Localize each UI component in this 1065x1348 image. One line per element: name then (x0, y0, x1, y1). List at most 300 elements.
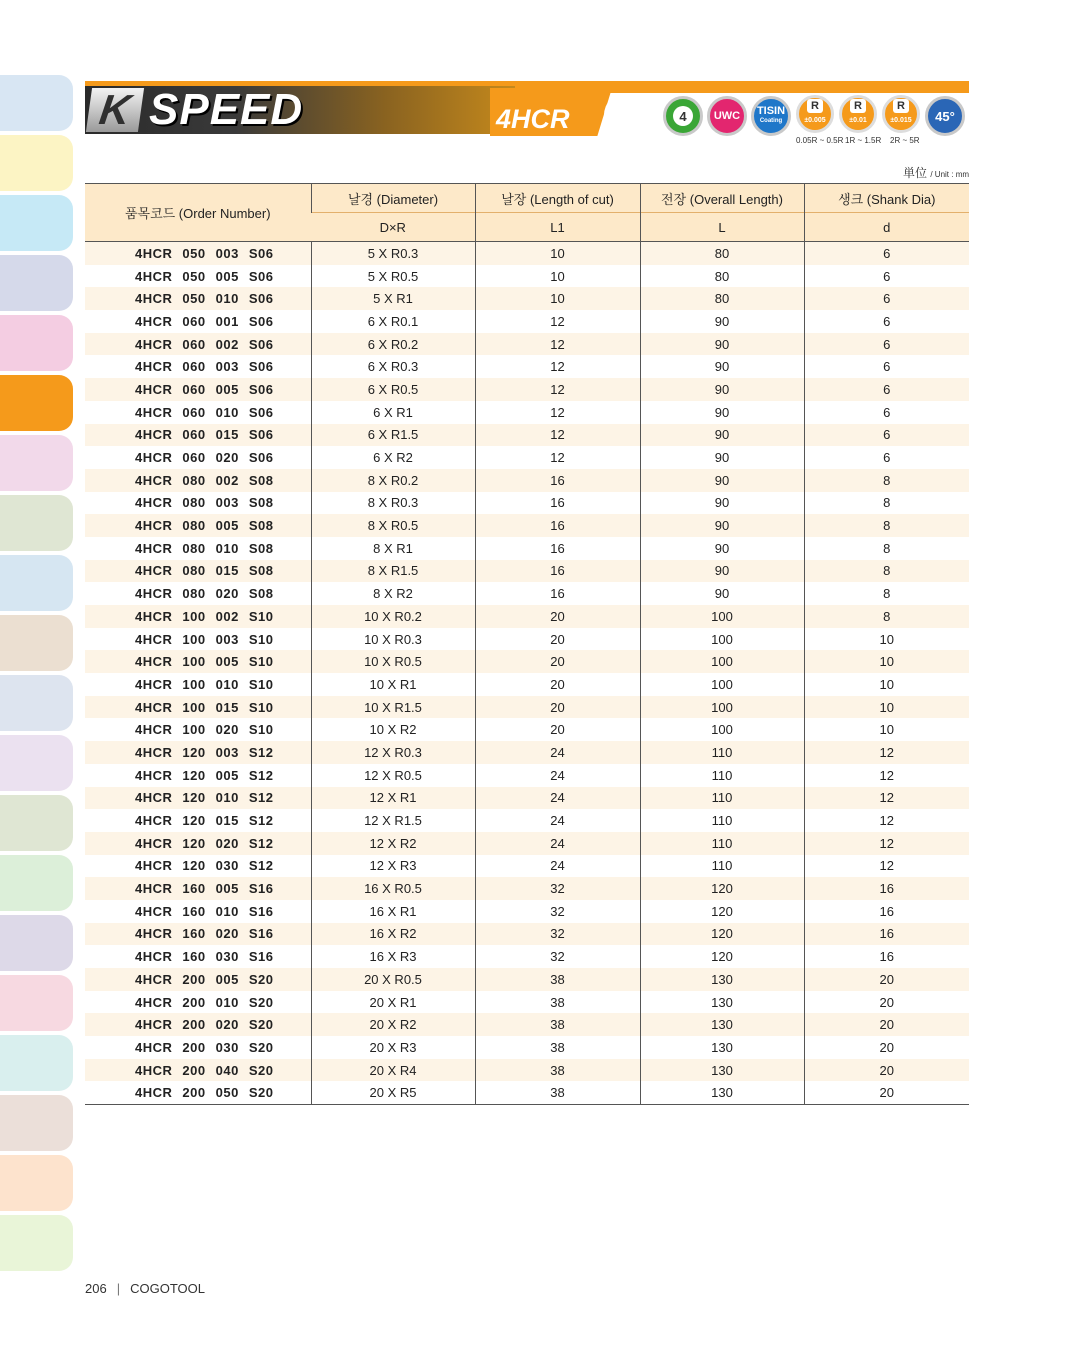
length-of-cut-cell: 16 (475, 537, 640, 560)
order-code-part: 4HCR (135, 245, 173, 261)
order-code-part: 4HCR (135, 291, 173, 307)
table-row (85, 242, 969, 265)
tisin-sub: Coating (759, 118, 783, 124)
order-code-part: 4HCR (135, 495, 173, 511)
side-index-tab (0, 795, 73, 851)
order-code-part: 160 (182, 949, 206, 965)
overall-length-cell: 90 (640, 537, 804, 560)
order-number-cell (85, 923, 311, 946)
order-code-part: 4HCR (135, 1062, 173, 1078)
order-number-cell (85, 1036, 311, 1059)
overall-length-cell: 90 (640, 378, 804, 401)
order-number-cell (85, 333, 311, 356)
shank-dia-cell: 6 (804, 446, 969, 469)
diameter-cell: 5 X R0.5 (311, 265, 475, 288)
shank-dia-cell: 20 (804, 968, 969, 991)
radius-range: 2R ~ 5R (890, 136, 920, 145)
overall-length-cell: 120 (640, 877, 804, 900)
shank-dia-cell: 16 (804, 945, 969, 968)
order-code-part: 020 (215, 835, 239, 851)
order-code-part: S16 (248, 949, 274, 965)
order-code-part: 4HCR (135, 676, 173, 692)
length-of-cut-cell: 20 (475, 718, 640, 741)
diameter-cell: 5 X R1 (311, 287, 475, 310)
order-number-cell (85, 900, 311, 923)
order-code-part: S20 (248, 1062, 274, 1078)
shank-dia-cell: 8 (804, 605, 969, 628)
order-number-cell (85, 968, 311, 991)
order-code-part: 020 (215, 450, 239, 466)
order-number-cell (85, 855, 311, 878)
order-code-part: S10 (248, 676, 274, 692)
order-code-part: 4HCR (135, 767, 173, 783)
shank-dia-cell: 10 (804, 650, 969, 673)
table-row (85, 650, 969, 673)
overall-length-cell: 100 (640, 650, 804, 673)
length-of-cut-cell: 12 (475, 333, 640, 356)
order-code-part: 4HCR (135, 994, 173, 1010)
overall-length-cell: 110 (640, 764, 804, 787)
shank-dia-cell: 8 (804, 582, 969, 605)
page-footer (85, 1281, 205, 1296)
order-code-part: 005 (215, 881, 239, 897)
order-number-cell (85, 945, 311, 968)
order-code-part: 050 (182, 268, 206, 284)
brand-k-logo: K (86, 88, 144, 132)
overall-length-cell: 90 (640, 469, 804, 492)
order-number-cell (85, 287, 311, 310)
order-code-part: 015 (215, 699, 239, 715)
table-row (85, 469, 969, 492)
shank-dia-cell: 16 (804, 877, 969, 900)
order-number-cell (85, 673, 311, 696)
order-number-cell (85, 242, 311, 265)
table-row (85, 333, 969, 356)
diameter-cell: 6 X R0.1 (311, 310, 475, 333)
diameter-cell: 10 X R0.3 (311, 628, 475, 651)
side-index-tab (0, 675, 73, 731)
header-diameter-symbol: D×R (311, 213, 475, 242)
footer-brand: COGOTOOL (130, 1281, 205, 1296)
overall-length-cell: 120 (640, 923, 804, 946)
diameter-cell: 10 X R0.2 (311, 605, 475, 628)
length-of-cut-cell: 10 (475, 242, 640, 265)
shank-dia-cell: 6 (804, 401, 969, 424)
diameter-cell: 6 X R2 (311, 446, 475, 469)
order-code-part: 020 (215, 1017, 239, 1033)
order-code-part: 003 (215, 744, 239, 760)
order-code-part: 002 (215, 336, 239, 352)
shank-dia-cell: 12 (804, 741, 969, 764)
shank-dia-cell: 12 (804, 855, 969, 878)
order-number-cell (85, 265, 311, 288)
diameter-cell: 16 X R3 (311, 945, 475, 968)
brand-speed-title: SPEED (149, 85, 304, 134)
header-shank-symbol: d (804, 213, 969, 242)
table-row (85, 628, 969, 651)
side-index-tab (0, 735, 73, 791)
order-code-part: 120 (182, 858, 206, 874)
order-code-part: S06 (248, 427, 274, 443)
order-code-part: 080 (182, 518, 206, 534)
length-of-cut-cell: 38 (475, 1059, 640, 1082)
overall-length-cell: 100 (640, 673, 804, 696)
length-of-cut-cell: 10 (475, 287, 640, 310)
order-number-cell (85, 310, 311, 333)
radius-tolerance-badge-icon (839, 95, 877, 133)
order-code-part: S12 (248, 790, 274, 806)
order-code-part: S10 (248, 654, 274, 670)
length-of-cut-cell: 12 (475, 446, 640, 469)
diameter-cell: 8 X R0.3 (311, 492, 475, 515)
order-code-part: 4HCR (135, 540, 173, 556)
order-code-part: 080 (182, 586, 206, 602)
order-code-part: 080 (182, 563, 206, 579)
order-code-part: S20 (248, 1039, 274, 1055)
shank-dia-cell: 10 (804, 673, 969, 696)
length-of-cut-cell: 20 (475, 673, 640, 696)
flutes-count: 4 (673, 106, 693, 126)
overall-length-cell: 120 (640, 945, 804, 968)
order-code-part: 060 (182, 336, 206, 352)
order-code-part: 4HCR (135, 450, 173, 466)
overall-length-cell: 120 (640, 900, 804, 923)
order-code-part: S06 (248, 268, 274, 284)
order-code-part: 060 (182, 381, 206, 397)
side-index-tab (0, 435, 73, 491)
tisin-label: TISIN (756, 105, 786, 117)
order-code-part: 4HCR (135, 790, 173, 806)
table-row (85, 1036, 969, 1059)
table-row (85, 265, 969, 288)
side-index-tab (0, 915, 73, 971)
order-code-part: S06 (248, 381, 274, 397)
order-code-part: 005 (215, 381, 239, 397)
side-index-tab (0, 615, 73, 671)
order-code-part: 060 (182, 359, 206, 375)
order-code-part: 4HCR (135, 949, 173, 965)
table-row (85, 605, 969, 628)
diameter-cell: 20 X R2 (311, 1013, 475, 1036)
order-code-part: 4HCR (135, 381, 173, 397)
shank-dia-cell: 20 (804, 1013, 969, 1036)
diameter-cell: 12 X R3 (311, 855, 475, 878)
shank-dia-cell: 20 (804, 1081, 969, 1104)
order-code-part: 4HCR (135, 313, 173, 329)
order-code-part: 4HCR (135, 813, 173, 829)
table-row (85, 877, 969, 900)
unit-main: 単位 (903, 166, 928, 180)
order-code-part: 4HCR (135, 563, 173, 579)
order-code-part: 4HCR (135, 926, 173, 942)
shank-dia-cell: 12 (804, 809, 969, 832)
overall-length-cell: 90 (640, 492, 804, 515)
order-code-part: 010 (215, 790, 239, 806)
order-code-part: S12 (248, 835, 274, 851)
order-code-part: S08 (248, 472, 274, 488)
shank-dia-cell: 6 (804, 424, 969, 447)
order-code-part: 4HCR (135, 699, 173, 715)
length-of-cut-cell: 32 (475, 945, 640, 968)
order-code-part: 120 (182, 744, 206, 760)
order-code-part: S10 (248, 699, 274, 715)
length-of-cut-cell: 20 (475, 628, 640, 651)
length-of-cut-cell: 32 (475, 900, 640, 923)
order-number-cell (85, 696, 311, 719)
length-of-cut-cell: 10 (475, 265, 640, 288)
table-row (85, 718, 969, 741)
side-index-tab (0, 255, 73, 311)
diameter-cell: 20 X R5 (311, 1081, 475, 1104)
order-code-part: S12 (248, 744, 274, 760)
radius-range: 1R ~ 1.5R (845, 136, 882, 145)
order-number-cell (85, 537, 311, 560)
diameter-cell: 6 X R1 (311, 401, 475, 424)
order-code-part: 4HCR (135, 1085, 173, 1101)
header-overall-symbol: L (640, 213, 804, 242)
table-row (85, 446, 969, 469)
order-code-part: 060 (182, 450, 206, 466)
side-index-tab (0, 855, 73, 911)
order-code-part: 4HCR (135, 359, 173, 375)
shank-dia-cell: 10 (804, 696, 969, 719)
order-number-cell (85, 469, 311, 492)
header-shank-dia: 생크 (Shank Dia) (804, 184, 969, 213)
order-code-part: 050 (182, 291, 206, 307)
side-index-tab (0, 195, 73, 251)
order-code-part: 4HCR (135, 631, 173, 647)
order-code-part: 200 (182, 994, 206, 1010)
length-of-cut-cell: 16 (475, 492, 640, 515)
order-code-part: 4HCR (135, 268, 173, 284)
order-code-part: 020 (215, 926, 239, 942)
diameter-cell: 10 X R2 (311, 718, 475, 741)
order-code-part: 4HCR (135, 336, 173, 352)
order-code-part: 015 (215, 427, 239, 443)
side-index-tab (0, 75, 73, 131)
order-code-part: 4HCR (135, 472, 173, 488)
length-of-cut-cell: 38 (475, 1081, 640, 1104)
table-row (85, 310, 969, 333)
order-code-part: 005 (215, 971, 239, 987)
order-code-part: 060 (182, 427, 206, 443)
length-of-cut-cell: 12 (475, 355, 640, 378)
table-row (85, 945, 969, 968)
order-code-part: 002 (215, 608, 239, 624)
table-row (85, 764, 969, 787)
table-row (85, 923, 969, 946)
order-number-cell (85, 628, 311, 651)
table-row (85, 537, 969, 560)
order-number-cell (85, 1013, 311, 1036)
table-row (85, 741, 969, 764)
diameter-cell: 8 X R2 (311, 582, 475, 605)
overall-length-cell: 90 (640, 355, 804, 378)
page-number: 206 (85, 1281, 107, 1296)
order-code-part: 030 (215, 949, 239, 965)
order-number-cell (85, 355, 311, 378)
order-number-cell (85, 809, 311, 832)
shank-dia-cell: 10 (804, 718, 969, 741)
order-number-cell (85, 741, 311, 764)
table-row (85, 787, 969, 810)
length-of-cut-cell: 38 (475, 1013, 640, 1036)
length-of-cut-cell: 12 (475, 401, 640, 424)
order-code-part: 050 (215, 1085, 239, 1101)
order-code-part: 200 (182, 1039, 206, 1055)
order-number-cell (85, 650, 311, 673)
order-number-cell (85, 378, 311, 401)
order-code-part: 030 (215, 1039, 239, 1055)
order-code-part: 4HCR (135, 1017, 173, 1033)
order-code-part: S20 (248, 994, 274, 1010)
diameter-cell: 12 X R0.3 (311, 741, 475, 764)
order-number-cell (85, 1081, 311, 1104)
order-code-part: 002 (215, 472, 239, 488)
overall-length-cell: 90 (640, 560, 804, 583)
spec-table (85, 183, 969, 1105)
order-code-part: 015 (215, 813, 239, 829)
diameter-cell: 20 X R3 (311, 1036, 475, 1059)
order-code-part: S06 (248, 404, 274, 420)
overall-length-cell: 90 (640, 514, 804, 537)
order-code-part: S08 (248, 540, 274, 556)
header-length-of-cut: 날장 (Length of cut) (475, 184, 640, 213)
order-code-part: S12 (248, 813, 274, 829)
order-code-part: S06 (248, 336, 274, 352)
table-row (85, 287, 969, 310)
shank-dia-cell: 10 (804, 628, 969, 651)
order-code-part: 010 (215, 676, 239, 692)
side-index-tab (0, 315, 73, 371)
table-row (85, 424, 969, 447)
radius-tolerance-badge-icon (796, 95, 834, 133)
order-code-part: 200 (182, 971, 206, 987)
overall-length-cell: 130 (640, 1081, 804, 1104)
table-row (85, 378, 969, 401)
order-code-part: S06 (248, 313, 274, 329)
overall-length-cell: 100 (640, 605, 804, 628)
order-code-part: S20 (248, 1085, 274, 1101)
radius-tolerance: ±0.015 (890, 117, 912, 124)
table-row (85, 855, 969, 878)
order-code-part: 100 (182, 722, 206, 738)
side-index-tab (0, 375, 73, 431)
diameter-cell: 12 X R1 (311, 787, 475, 810)
table-row (85, 832, 969, 855)
diameter-cell: 6 X R0.3 (311, 355, 475, 378)
order-code-part: S10 (248, 722, 274, 738)
order-code-part: 010 (215, 903, 239, 919)
length-of-cut-cell: 24 (475, 855, 640, 878)
helix-angle-badge-icon: 45° (925, 96, 965, 136)
order-code-part: S16 (248, 926, 274, 942)
diameter-cell: 20 X R0.5 (311, 968, 475, 991)
table-row (85, 1059, 969, 1082)
shank-dia-cell: 12 (804, 787, 969, 810)
length-of-cut-cell: 20 (475, 696, 640, 719)
shank-dia-cell: 8 (804, 560, 969, 583)
overall-length-cell: 90 (640, 582, 804, 605)
diameter-cell: 10 X R1 (311, 673, 475, 696)
order-code-part: S16 (248, 881, 274, 897)
overall-length-cell: 90 (640, 401, 804, 424)
order-number-cell (85, 514, 311, 537)
table-row (85, 355, 969, 378)
diameter-cell: 8 X R1 (311, 537, 475, 560)
table-row (85, 1013, 969, 1036)
overall-length-cell: 110 (640, 855, 804, 878)
product-code: 4HCR (496, 104, 570, 134)
radius-label: R (893, 99, 909, 113)
overall-length-cell: 90 (640, 424, 804, 447)
overall-length-cell: 100 (640, 628, 804, 651)
order-code-part: 4HCR (135, 881, 173, 897)
diameter-cell: 6 X R1.5 (311, 424, 475, 447)
order-code-part: 005 (215, 518, 239, 534)
order-code-part: 4HCR (135, 971, 173, 987)
order-number-cell (85, 492, 311, 515)
length-of-cut-cell: 24 (475, 764, 640, 787)
diameter-cell: 10 X R0.5 (311, 650, 475, 673)
order-code-part: 100 (182, 676, 206, 692)
overall-length-cell: 130 (640, 1059, 804, 1082)
side-index-tab (0, 495, 73, 551)
order-code-part: 120 (182, 790, 206, 806)
length-of-cut-cell: 24 (475, 787, 640, 810)
table-row (85, 900, 969, 923)
order-code-part: 003 (215, 631, 239, 647)
order-code-part: 003 (215, 245, 239, 261)
order-code-part: 080 (182, 472, 206, 488)
order-code-part: 4HCR (135, 903, 173, 919)
diameter-cell: 16 X R1 (311, 900, 475, 923)
length-of-cut-cell: 16 (475, 560, 640, 583)
shank-dia-cell: 20 (804, 1059, 969, 1082)
length-of-cut-cell: 38 (475, 1036, 640, 1059)
radius-tolerance: ±0.01 (849, 117, 867, 124)
order-number-cell (85, 764, 311, 787)
order-number-cell (85, 832, 311, 855)
order-code-part: 003 (215, 495, 239, 511)
diameter-cell: 8 X R0.5 (311, 514, 475, 537)
order-code-part: 4HCR (135, 858, 173, 874)
table-row (85, 991, 969, 1014)
order-number-cell (85, 605, 311, 628)
unit-label (903, 164, 969, 181)
length-of-cut-cell: 20 (475, 650, 640, 673)
overall-length-cell: 110 (640, 741, 804, 764)
header-overall-length: 전장 (Overall Length) (640, 184, 804, 213)
shank-dia-cell: 6 (804, 333, 969, 356)
order-code-part: 4HCR (135, 586, 173, 602)
order-code-part: 040 (215, 1062, 239, 1078)
overall-length-cell: 130 (640, 1013, 804, 1036)
order-code-part: 160 (182, 881, 206, 897)
table-row (85, 401, 969, 424)
shank-dia-cell: 6 (804, 287, 969, 310)
radius-tolerance: ±0.005 (804, 117, 826, 124)
shank-dia-cell: 8 (804, 492, 969, 515)
shank-dia-cell: 6 (804, 265, 969, 288)
order-code-part: 4HCR (135, 744, 173, 760)
order-code-part: S20 (248, 971, 274, 987)
order-code-part: S10 (248, 631, 274, 647)
side-index-tab (0, 1155, 73, 1211)
order-code-part: 003 (215, 359, 239, 375)
shank-dia-cell: 6 (804, 355, 969, 378)
length-of-cut-cell: 12 (475, 424, 640, 447)
